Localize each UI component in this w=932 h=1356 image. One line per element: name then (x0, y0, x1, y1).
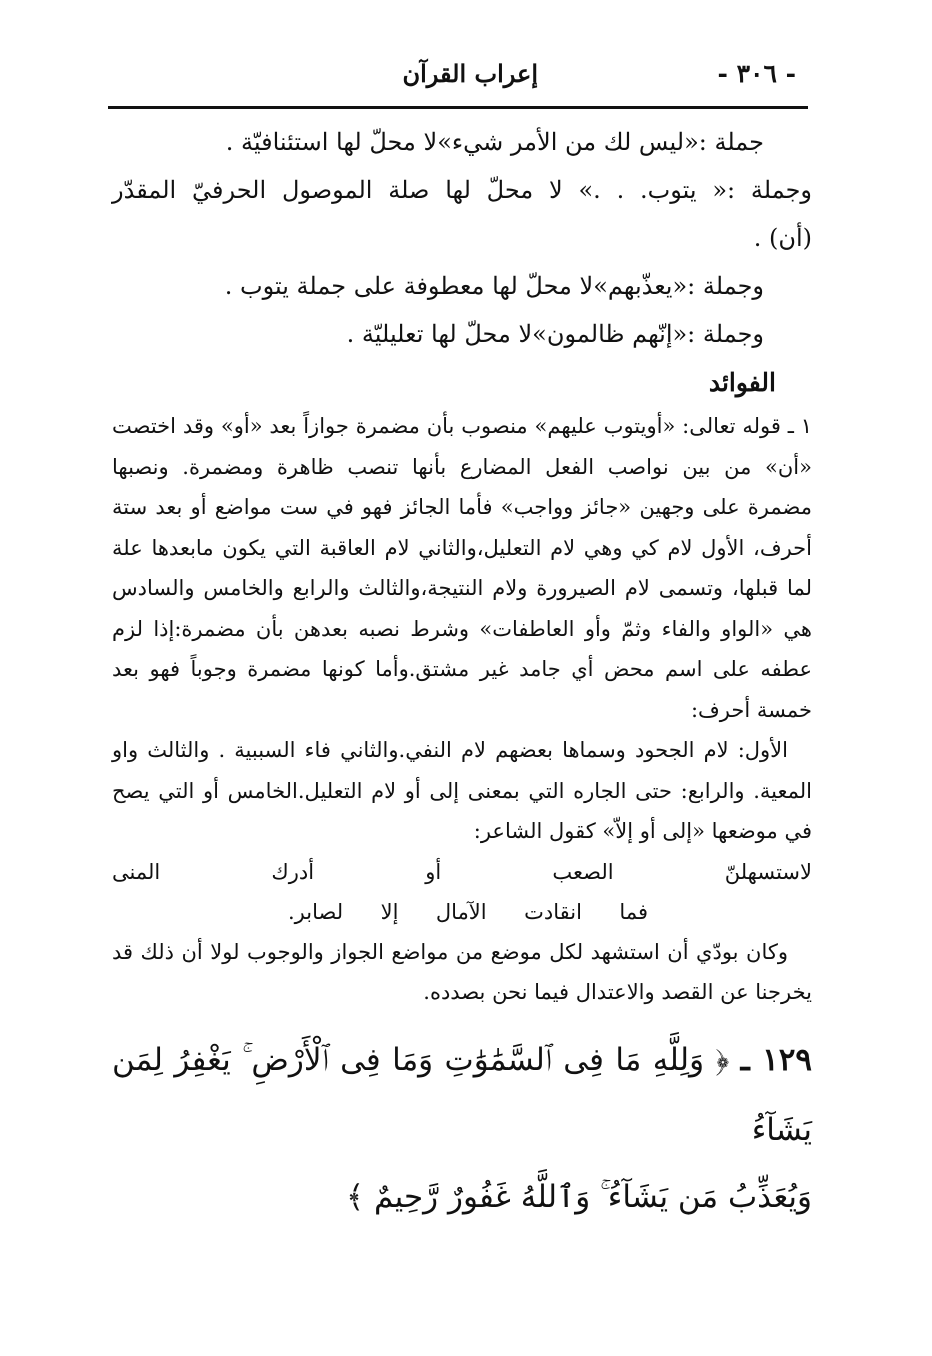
sentence-line: (أن) . (753, 224, 812, 252)
verse-number: ١٢٩ ـ (740, 1041, 813, 1078)
page-header (108, 55, 808, 99)
header-divider (108, 106, 808, 109)
quran-text-line: وَيُعَذِّبُ مَن يَشَآءُ ۚ وَٱللَّهُ غَفُورٌ رَّحِيمٌ ﴾ (345, 1178, 812, 1215)
verse-word: فما (619, 899, 648, 924)
verse-word: لاستسهلنّ (724, 859, 812, 884)
section-heading: الفوائد (708, 368, 776, 397)
book-title: إعراب القرآن (402, 59, 538, 88)
page-body (112, 118, 812, 1229)
poetry-verse-line (112, 852, 812, 892)
verse-word: الصعب (552, 859, 614, 884)
verse-word: أدرك (271, 859, 315, 884)
paragraph: ١ ـ قوله تعالى: «أويتوب عليهم» منصوب بأن مضمرة جوازاً بعد «أو» وقد اختصت «أن» من بين نواصب الفعل المضارع بأنها تنصب ظاهرة ومضمرة. ونصبها مضمرة على وجهين «جائز وواجب» فأما الجائز فهو في ست مواضع أو بعد ستة أحرف، الأول لام كي وهي لام التعليل،والثاني لام العاقبة التي يكون مابعدها علة لما قبلها، وتسمى لام الصيرورة ولام النتيجة،والثالث والرابع والخامس والسادس هي «الواو والفاء وثمّ وأو العاطفات» وشرط نصبه بعدهن بأن مضمرة:إذا لزم عطفه على اسم محض أي جامد غير مشتق.وأما كونها مضمرة وجوباً فهو بعد خمسة أحرف: (112, 414, 812, 722)
verse-word: إلا (380, 899, 399, 924)
quran-text-line: ﴿ وَلِلَّهِ مَا فِى ٱلسَّمَٰوَٰتِ وَمَا فِى ٱلْأَرْضِ ۚ يَغْفِرُ لِمَن يَشَآءُ (112, 1041, 812, 1148)
paragraph: وكان بودّي أن استشهد لكل موضع من مواضع الجواز والوجوب لولا أن ذلك قد يخرجنا عن القصد والاعتدال فيما نحن بصدده. (112, 939, 812, 1004)
paragraph: الأول: لام الجحود وسماها بعضهم لام النفي.والثاني فاء السببية . والثالث واو المعية. والرابع: حتى الجاره التي بمعنى إلى أو لام التعليل.الخامس أو التي يصح في موضعها «إلى أو إلاّ» كقول الشاعر: (112, 738, 812, 843)
verse-word: انقادت (524, 899, 582, 924)
sentence-line: وجملة :«يعذّبهم»لا محلّ لها معطوفة على جملة يتوب . (224, 272, 764, 300)
sentence-line: وجملة :«إنّهم ظالمون»لا محلّ لها تعليليّة . (346, 320, 764, 348)
sentence-line: وجملة :« يتوب. . .» لا محلّ لها صلة الموصول الحرفيّ المقدّر (112, 176, 812, 204)
verse-word: لصابر. (288, 899, 344, 924)
verse-word: أو (425, 859, 442, 884)
sentence-line: جملة :«ليس لك من الأمر شيء»لا محلّ لها استئنافيّة . (225, 128, 764, 156)
poetry-verse-line (112, 892, 812, 932)
verse-word: المنى (112, 859, 161, 884)
verse-word: الآمال (435, 899, 487, 924)
quran-verse (112, 1025, 812, 1165)
page-number: - ٣٠٦ - (717, 59, 796, 88)
